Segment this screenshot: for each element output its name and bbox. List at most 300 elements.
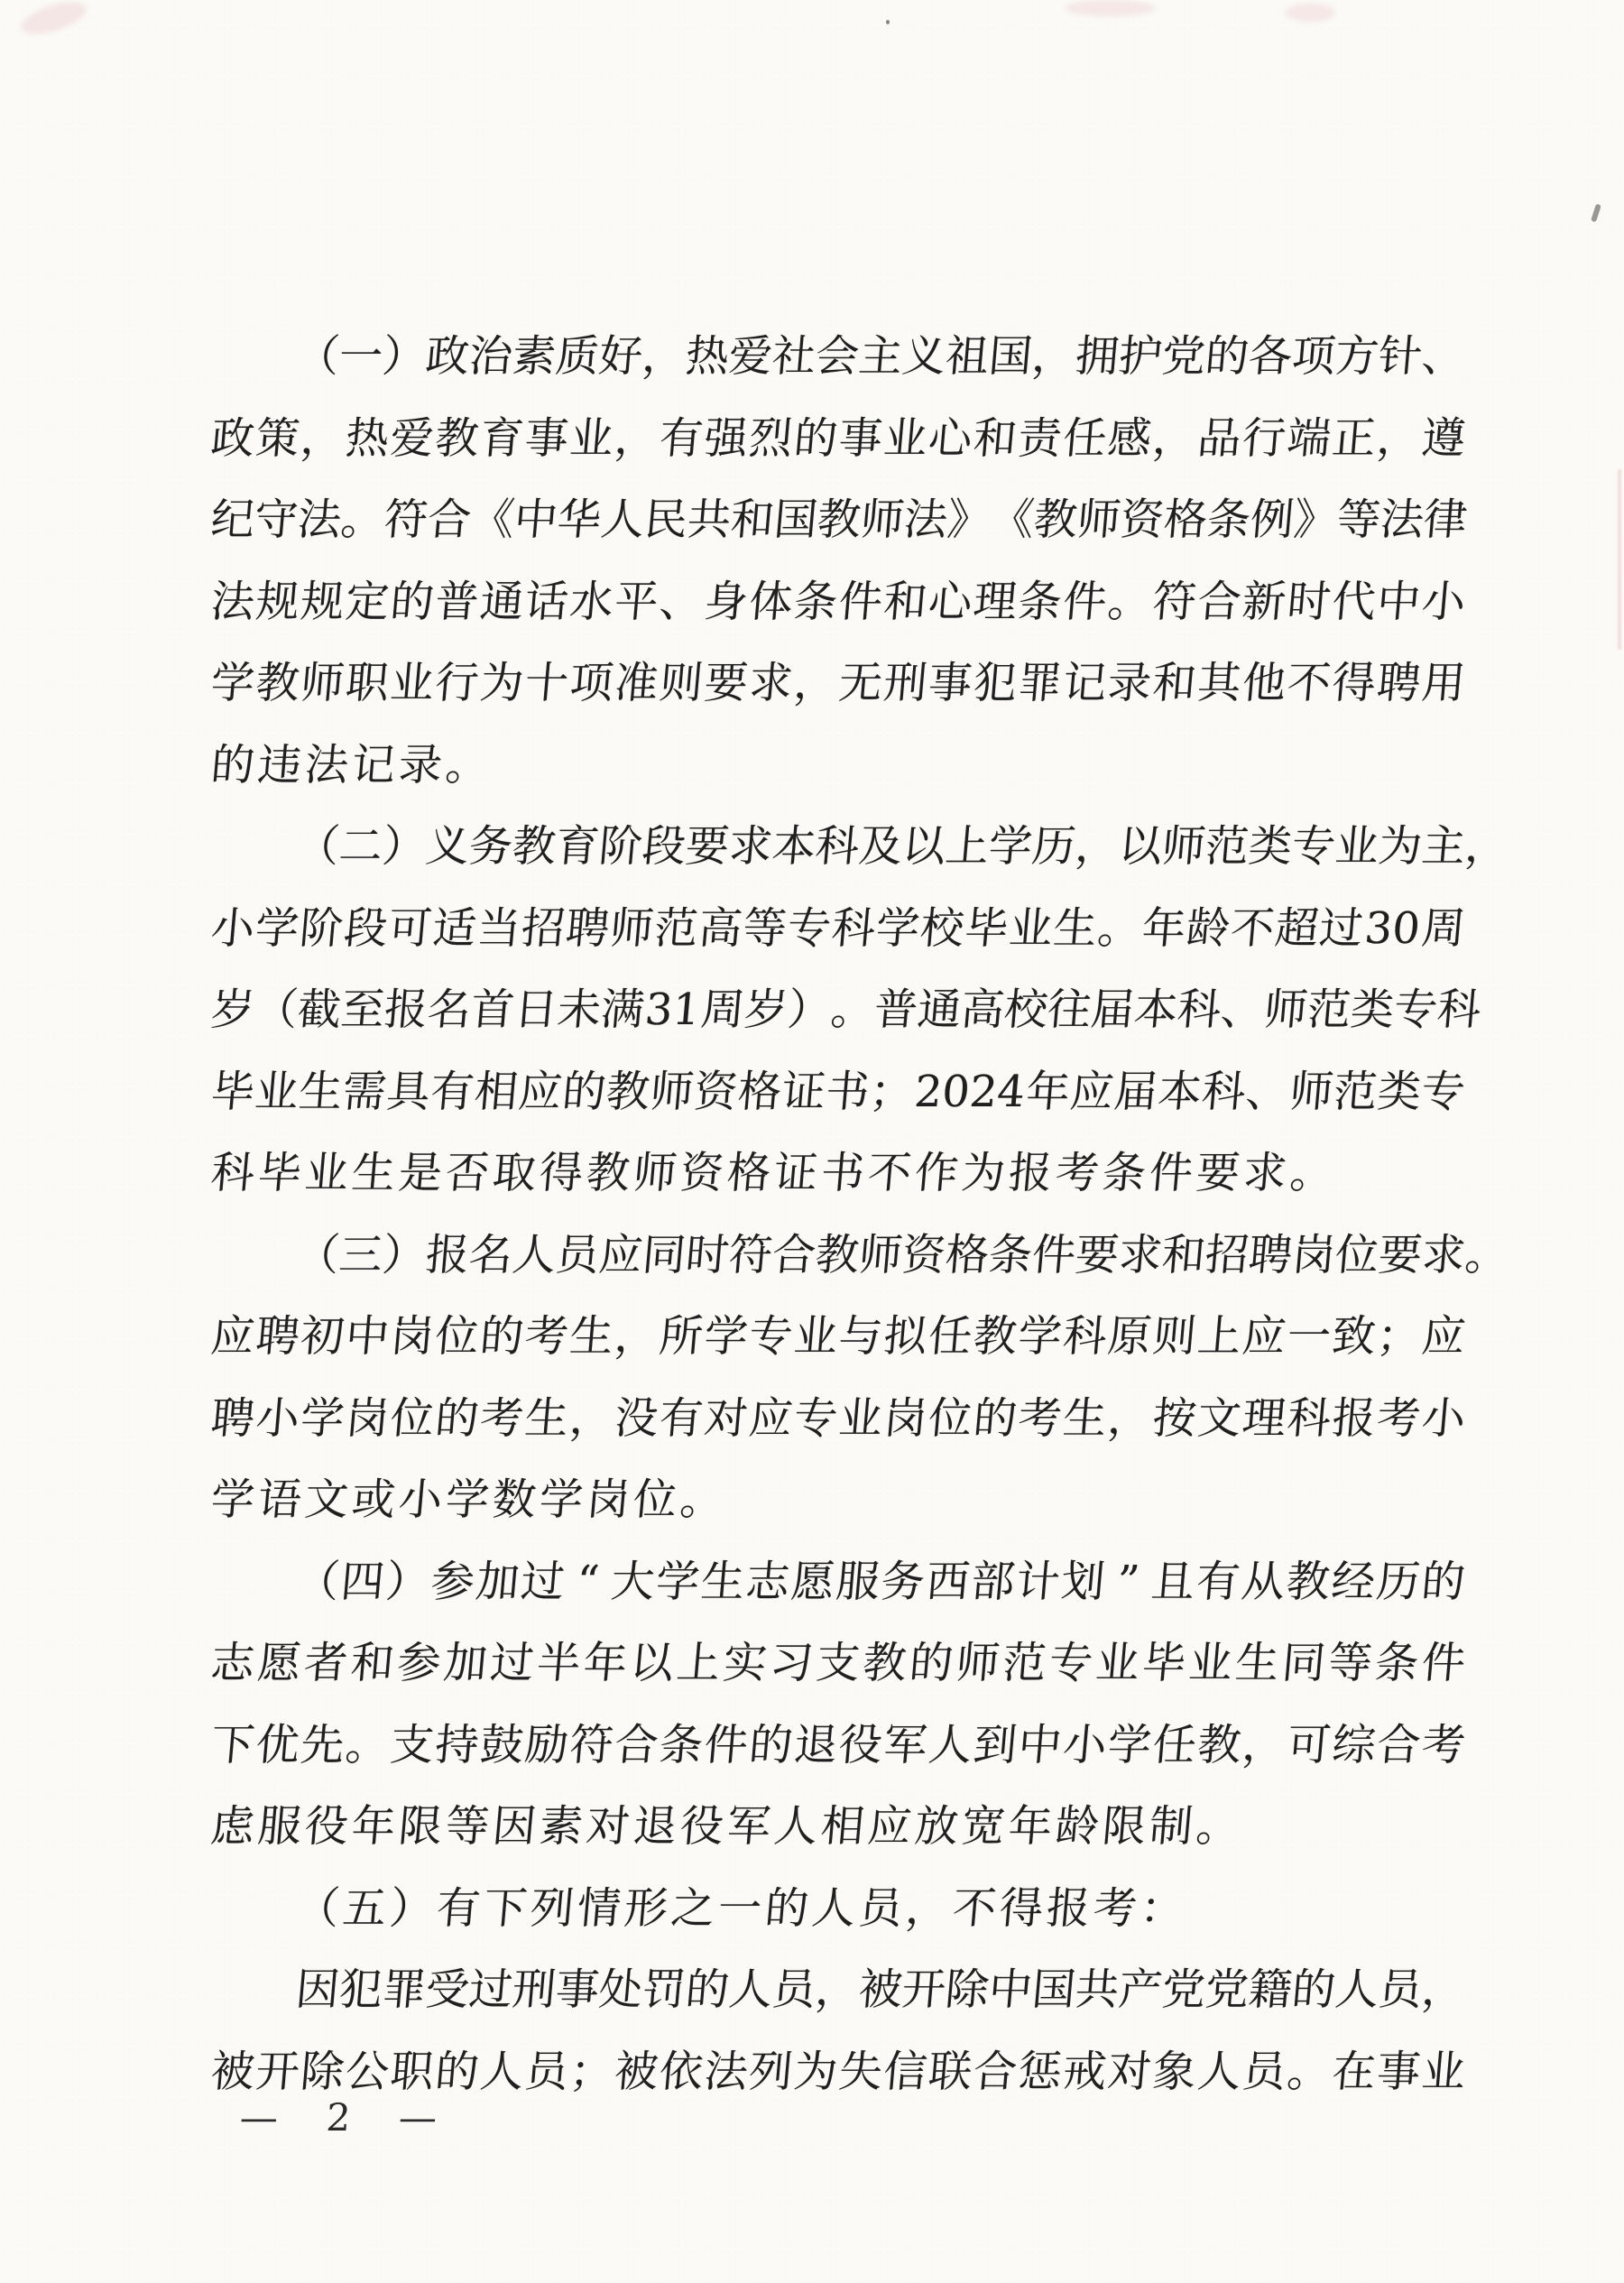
glyph: 专 [791, 1392, 840, 1444]
glyph: 的 [388, 576, 437, 627]
glyph: 报 [423, 1229, 472, 1280]
glyph: 党 [1159, 1964, 1208, 2016]
glyph: 件 [836, 576, 885, 627]
glyph: 失 [836, 2046, 885, 2097]
glyph: 法 [901, 494, 950, 546]
glyph: 师 [607, 902, 656, 954]
glyph: 首 [468, 984, 517, 1036]
glyph: 综 [1330, 1719, 1379, 1770]
glyph: 西 [924, 1556, 973, 1607]
glyph: 师 [1159, 821, 1208, 873]
glyph: 除 [298, 2046, 346, 2097]
glyph: 文 [1195, 1392, 1243, 1444]
glyph: 共 [685, 494, 734, 546]
glyph: 应 [1067, 1066, 1116, 1117]
glyph: 法 [295, 494, 344, 546]
glyph: 人 [510, 1229, 558, 1280]
glyph: 任 [1150, 1719, 1199, 1770]
glyph: 符 [567, 1719, 616, 1770]
glyph: ； [1374, 1311, 1423, 1363]
glyph: 条 [1204, 494, 1253, 546]
glyph: 位 [1333, 1229, 1381, 1280]
glyph: 虑 [208, 1801, 257, 1853]
glyph: 军 [724, 1801, 773, 1853]
glyph: 要 [702, 658, 751, 709]
glyph: 格 [1161, 494, 1210, 546]
glyph: 聘 [1374, 658, 1423, 709]
glyph: 习 [767, 1638, 816, 1689]
glyph: 法 [702, 2046, 751, 2097]
glyph: 理 [971, 576, 1020, 627]
glyph: 一 [1285, 1311, 1333, 1363]
glyph: 通 [915, 984, 964, 1036]
glyph: 不 [1285, 658, 1333, 709]
glyph: 具 [384, 1066, 433, 1117]
glyph: 需 [340, 1066, 389, 1117]
glyph: 的 [762, 1882, 811, 1934]
glyph: 为 [791, 2046, 840, 2097]
glyph: 党 [1159, 331, 1208, 383]
glyph: 为 [1376, 821, 1425, 873]
glyph: 公 [343, 2046, 392, 2097]
glyph: 育 [553, 821, 602, 873]
glyph: 话 [522, 576, 571, 627]
glyph: 纪 [208, 494, 257, 546]
glyph: 等 [443, 1801, 492, 1853]
text-line-p2-3 [208, 969, 1483, 1051]
glyph: 其 [1195, 658, 1243, 709]
glyph: 上 [943, 821, 992, 873]
glyph: 名 [425, 984, 474, 1036]
glyph: 的 [433, 2046, 481, 2097]
glyph: 情 [575, 1882, 623, 1934]
glyph: 的 [477, 1311, 526, 1363]
glyph: ” [1114, 1556, 1142, 1607]
glyph: 员 [1376, 1964, 1425, 2016]
glyph: 的 [1289, 1964, 1338, 2016]
glyph: 录 [396, 739, 445, 790]
glyph: 专 [785, 902, 834, 954]
glyph: 支 [388, 1719, 437, 1770]
glyph: 军 [881, 1719, 930, 1770]
glyph: 本 [770, 821, 818, 873]
glyph: 限 [396, 1801, 445, 1853]
glyph: 被 [208, 2046, 257, 2097]
glyph: 依 [657, 2046, 706, 2097]
glyph: 法 [302, 739, 351, 790]
glyph: 截 [295, 984, 344, 1036]
glyph: 理 [1240, 1392, 1288, 1444]
glyph: 普 [433, 576, 481, 627]
glyph: 和 [1159, 1229, 1208, 1280]
glyph: 热 [343, 412, 392, 464]
glyph: 报 [1006, 1148, 1055, 1199]
glyph: 业 [388, 658, 437, 709]
glyph: 联 [926, 2046, 974, 2097]
glyph: 同 [640, 1229, 688, 1280]
glyph: 学 [537, 1474, 586, 1526]
glyph: 四 [338, 1556, 387, 1607]
glyph: 学 [208, 1474, 257, 1526]
glyph: 时 [1285, 576, 1333, 627]
glyph: 是 [396, 1148, 445, 1199]
glyph: 无 [836, 658, 885, 709]
glyph: 的 [971, 1392, 1020, 1444]
glyph: 小 [254, 1392, 302, 1444]
glyph: 条 [1100, 1148, 1149, 1199]
glyph: 科 [1199, 1066, 1248, 1117]
glyph: 类 [1375, 1066, 1424, 1117]
glyph: 往 [1045, 984, 1093, 1036]
glyph: 岗 [388, 1311, 437, 1363]
glyph: ） [785, 984, 834, 1036]
glyph: 参 [429, 1556, 477, 1607]
glyph: 初 [298, 1311, 346, 1363]
glyph: 律 [1421, 494, 1470, 546]
glyph: 大 [608, 1556, 657, 1607]
glyph: （ [293, 821, 342, 873]
glyph: 方 [1333, 331, 1381, 383]
glyph: 录 [1105, 658, 1154, 709]
glyph: 罪 [380, 1964, 429, 2016]
glyph: 制 [1147, 1801, 1195, 1853]
glyph: 事 [522, 412, 571, 464]
glyph: 犯 [971, 658, 1020, 709]
text-line-p1-3 [208, 479, 1469, 561]
glyph: 则 [1150, 1311, 1199, 1363]
glyph: 校 [1001, 984, 1050, 1036]
glyph: ， [298, 412, 346, 464]
glyph: 学 [873, 902, 922, 954]
glyph: 半 [534, 1638, 583, 1689]
glyph: 科 [829, 902, 878, 954]
text-line-p4-3 [208, 1705, 1469, 1787]
glyph: ， [791, 658, 840, 709]
glyph: 考 [522, 1311, 571, 1363]
glyph: 事 [553, 1964, 602, 2016]
glyph: 愿 [789, 1556, 837, 1607]
glyph: 教 [815, 494, 863, 546]
text-line-p2-2 [208, 888, 1469, 970]
glyph: 学 [1105, 1719, 1154, 1770]
glyph: 服 [255, 1801, 304, 1853]
text-line-p3-1 [208, 1215, 1511, 1297]
glyph: 党 [1203, 1964, 1251, 2016]
glyph: 下 [481, 1882, 530, 1934]
glyph: （ [293, 1229, 342, 1280]
glyph: 事 [1374, 2046, 1423, 2097]
glyph: 人 [926, 1719, 974, 1770]
glyph: 端 [1285, 412, 1333, 464]
glyph: 事 [836, 412, 885, 464]
glyph: 教 [971, 1311, 1020, 1363]
glyph: 开 [254, 2046, 302, 2097]
glyph: 文 [302, 1474, 351, 1526]
glyph: 员 [1240, 2046, 1288, 2097]
glyph: 务 [466, 821, 515, 873]
glyph: 役 [678, 1801, 726, 1853]
glyph: 位 [631, 1474, 679, 1526]
glyph: 务 [879, 1556, 927, 1607]
glyph: 职 [343, 658, 392, 709]
glyph: 被 [856, 1964, 905, 2016]
glyph: 师 [1261, 984, 1310, 1036]
glyph: 政 [423, 331, 472, 383]
glyph: 因 [293, 1964, 342, 2016]
glyph: 业 [567, 412, 616, 464]
glyph: 记 [349, 739, 398, 790]
glyph: 。 [1095, 902, 1144, 954]
glyph: 按 [1150, 1392, 1199, 1444]
glyph: 致 [1330, 1311, 1379, 1363]
glyph: 相 [472, 1066, 521, 1117]
glyph: 法 [1378, 494, 1426, 546]
glyph: 高 [697, 902, 745, 954]
glyph: 件 [702, 1719, 751, 1770]
glyph: ， [1240, 1719, 1288, 1770]
glyph: 员 [770, 1964, 818, 2016]
glyph: 日 [512, 984, 560, 1036]
text-line-p1-6 [208, 725, 1469, 807]
glyph: 应 [596, 1229, 645, 1280]
glyph: ， [612, 1311, 660, 1363]
glyph: 好 [596, 331, 645, 383]
glyph: 、 [1419, 331, 1468, 383]
glyph: 且 [1149, 1556, 1197, 1607]
glyph: 针 [1376, 331, 1425, 383]
glyph: 年 [1024, 1066, 1073, 1117]
glyph: 主 [1419, 821, 1468, 873]
text-line-p1-5 [208, 642, 1469, 725]
glyph: 要 [1194, 1148, 1242, 1199]
text-line-p3-3 [208, 1378, 1469, 1460]
glyph: 范 [651, 902, 700, 954]
text-line-p4-4 [208, 1786, 1469, 1868]
glyph: 上 [674, 1638, 723, 1689]
glyph: ） [383, 1556, 432, 1607]
glyph: 毕 [962, 902, 1010, 954]
glyph: 人 [1195, 2046, 1243, 2097]
glyph: 正 [1330, 412, 1379, 464]
glyph: 位 [926, 1392, 974, 1444]
glyph: ， [1105, 1392, 1154, 1444]
glyph: 《 [468, 494, 517, 546]
glyph: 聘 [563, 902, 612, 954]
glyph: 证 [780, 1066, 828, 1117]
glyph: 专 [1047, 1638, 1095, 1689]
glyph: ， [813, 1964, 862, 2016]
glyph: 《 [988, 494, 1037, 546]
glyph: 素 [510, 331, 558, 383]
glyph: 原 [1105, 1311, 1154, 1363]
glyph: 平 [612, 576, 660, 627]
glyph: 格 [735, 1066, 784, 1117]
glyph: 龄 [1184, 902, 1232, 954]
glyph: 历 [1374, 1556, 1423, 1607]
glyph: 业 [836, 1392, 885, 1444]
glyph: 任 [1060, 412, 1109, 464]
glyph: 上 [1195, 1311, 1243, 1363]
glyph: 产 [1116, 1964, 1165, 2016]
glyph: 过 [466, 1964, 515, 2016]
glyph: 教 [1195, 1719, 1243, 1770]
glyph: 不 [865, 1148, 914, 1199]
glyph: 中 [1374, 576, 1423, 627]
glyph: 30 [1362, 902, 1423, 954]
glyph: 小 [208, 902, 257, 954]
glyph: 生 [349, 1148, 398, 1199]
glyph: 共 [1073, 1964, 1121, 2016]
glyph: 聘 [1246, 1229, 1295, 1280]
glyph: 。 [338, 494, 387, 546]
glyph: 2024 [912, 1066, 1028, 1117]
glyph: 应 [1419, 1311, 1468, 1363]
glyph: 阶 [297, 902, 346, 954]
glyph: 有 [657, 412, 706, 464]
text-line-p4-2 [208, 1622, 1469, 1705]
glyph: 有 [657, 1392, 706, 1444]
glyph: 招 [519, 902, 567, 954]
glyph: 条 [986, 1229, 1035, 1280]
glyph: 与 [836, 1311, 885, 1363]
text-line-p3-4 [208, 1459, 1469, 1541]
glyph: 规 [298, 576, 346, 627]
glyph: 列 [746, 2046, 795, 2097]
glyph: 的 [1419, 1556, 1468, 1607]
glyph: 小 [1419, 576, 1468, 627]
glyph: 所 [657, 1311, 706, 1363]
glyph: 合 [971, 2046, 1020, 2097]
glyph: 。 [1105, 576, 1154, 627]
glyph: 毕 [255, 1148, 304, 1199]
glyph: 爱 [388, 412, 437, 464]
glyph: 的 [683, 1964, 732, 2016]
glyph: 和 [881, 576, 930, 627]
glyph: 因 [490, 1801, 539, 1853]
text-line-p5-1 [208, 1868, 1469, 1950]
glyph: 过 [488, 1638, 537, 1689]
glyph: 定 [343, 576, 392, 627]
glyph: 求 [1241, 1148, 1289, 1199]
glyph: 条 [791, 576, 840, 627]
glyph: ） [380, 331, 429, 383]
glyph: 31 [642, 984, 703, 1036]
glyph: ： [1138, 1882, 1186, 1934]
glyph: 岗 [584, 1474, 632, 1526]
glyph: ， [1374, 412, 1423, 464]
glyph: 符 [726, 1229, 775, 1280]
glyph: 刑 [510, 1964, 558, 2016]
glyph: 感 [1105, 412, 1154, 464]
glyph: 。 [1287, 1148, 1336, 1199]
glyph: 参 [394, 1638, 443, 1689]
glyph: 身 [702, 576, 751, 627]
glyph: “ [574, 1556, 602, 1607]
glyph: 过 [519, 1556, 567, 1607]
glyph: 得 [997, 1882, 1046, 1934]
glyph: 到 [971, 1719, 1020, 1770]
glyph: 的 [907, 1638, 955, 1689]
glyph: 岁 [208, 984, 257, 1036]
glyph: 刑 [881, 658, 930, 709]
glyph: （ [293, 1882, 342, 1934]
glyph: 华 [555, 494, 604, 546]
glyph: 满 [598, 984, 647, 1036]
glyph: 优 [254, 1719, 302, 1770]
glyph: 小 [1060, 1719, 1109, 1770]
glyph: 聘 [254, 1311, 302, 1363]
glyph: 取 [490, 1148, 539, 1199]
glyph: 治 [466, 331, 515, 383]
glyph: ， [1463, 821, 1511, 873]
glyph: 籍 [1246, 1964, 1295, 2016]
glyph: 有 [434, 1882, 483, 1934]
glyph: 学 [653, 1556, 702, 1607]
glyph: ） [387, 1882, 436, 1934]
glyph: 国 [1029, 1964, 1078, 2016]
glyph: 民 [641, 494, 690, 546]
glyph: 符 [382, 494, 430, 546]
glyph: 新 [1240, 576, 1288, 627]
glyph: 考 [1091, 1882, 1140, 1934]
glyph: 志 [743, 1556, 792, 1607]
glyph: 限 [1100, 1801, 1149, 1853]
glyph: 役 [836, 1719, 885, 1770]
glyph: 、 [1218, 984, 1267, 1036]
glyph: 件 [1419, 1638, 1468, 1689]
glyph: 求 [726, 821, 775, 873]
glyph: 烈 [746, 412, 795, 464]
glyph: ， [1419, 1964, 1468, 2016]
glyph: 范 [1000, 1638, 1048, 1689]
glyph: 和 [728, 494, 777, 546]
glyph: 五 [340, 1882, 389, 1934]
scan-speck-right-edge [1591, 204, 1601, 223]
glyph: 被 [612, 2046, 660, 2097]
glyph: 准 [612, 658, 660, 709]
glyph: 素 [537, 1801, 586, 1853]
text-line-p2-5 [208, 1132, 1469, 1215]
glyph: 。 [678, 1474, 726, 1526]
glyph: 会 [813, 331, 862, 383]
text-line-p2-1 [208, 806, 1511, 888]
glyph: 实 [721, 1638, 770, 1689]
glyph: 师 [298, 658, 346, 709]
glyph: 生 [522, 1392, 571, 1444]
glyph: 学 [298, 1392, 346, 1444]
glyph: 段 [341, 902, 390, 954]
text-line-p4-1 [208, 1541, 1469, 1623]
glyph: 退 [791, 1719, 840, 1770]
glyph: ； [567, 2046, 616, 2097]
glyph: 师 [1287, 1066, 1336, 1117]
glyph: 类 [1246, 821, 1295, 873]
glyph: 有 [1194, 1556, 1242, 1607]
glyph: 报 [1044, 1882, 1093, 1934]
glyph: 行 [1240, 412, 1288, 464]
glyph: 国 [986, 331, 1035, 383]
glyph: 他 [1240, 658, 1288, 709]
glyph: 人 [726, 1964, 775, 2016]
glyph: 周 [698, 984, 747, 1036]
glyph: 生 [1051, 902, 1100, 954]
glyph: 等 [741, 902, 789, 954]
glyph: 加 [441, 1638, 490, 1689]
glyph: 适 [430, 902, 479, 954]
glyph: 生 [1060, 1392, 1109, 1444]
glyph: 教 [813, 1229, 862, 1280]
glyph: 年 [349, 1801, 398, 1853]
